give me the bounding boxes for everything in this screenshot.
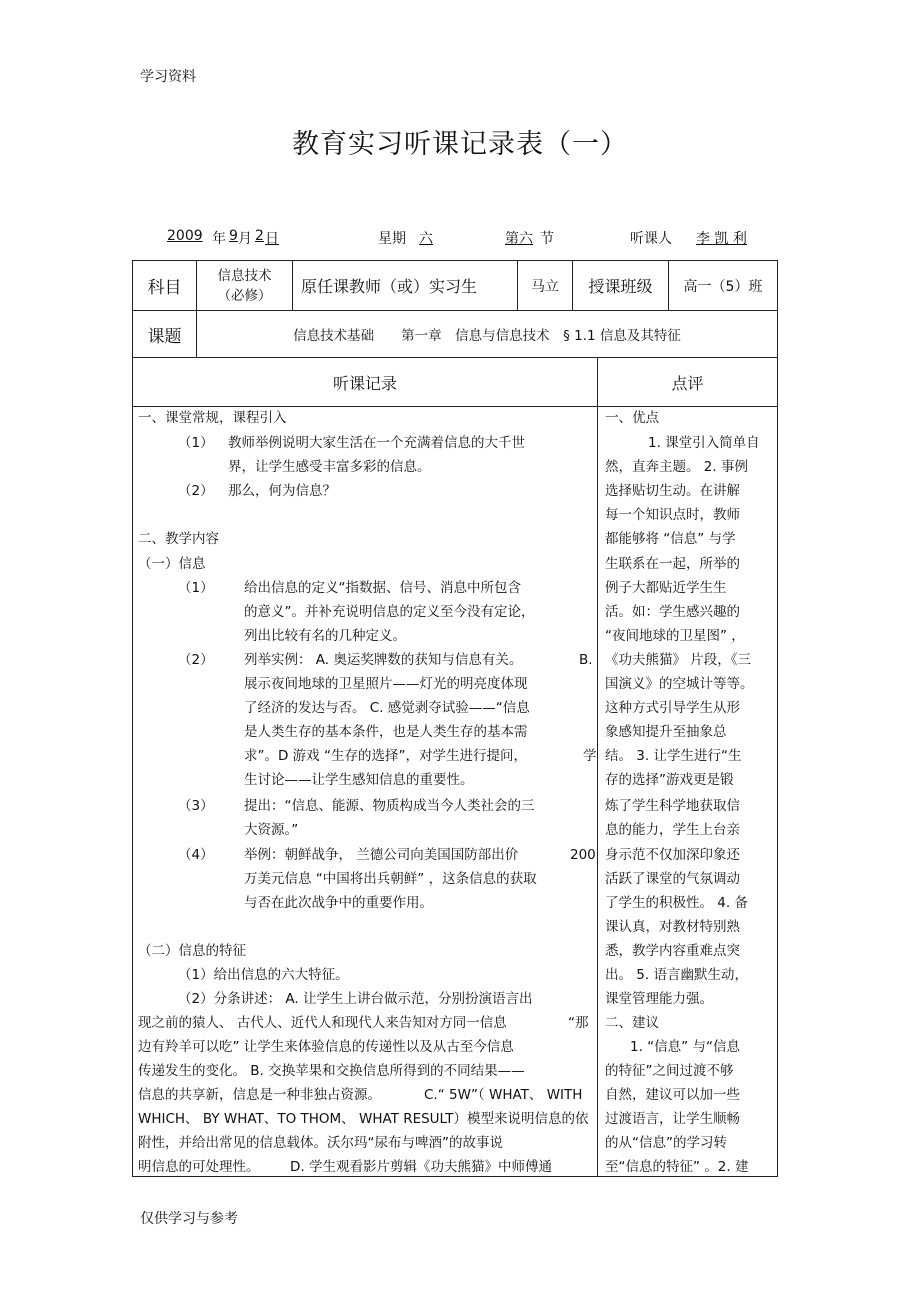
class-label: 授课班级	[588, 277, 653, 296]
record-line: 提出：“信息、能源、物质构成当今人类社会的三	[244, 798, 535, 814]
review-line: 课堂管理能力强。	[605, 991, 713, 1007]
meta-day: 2	[255, 228, 264, 244]
record-line: 大资源。”	[244, 822, 299, 838]
review-line: 然，直奔主题。 2. 事例	[605, 459, 748, 475]
teacher-label: 原任课教师（或）实习生	[301, 277, 478, 296]
review-line: 这种方式引导学生从形	[605, 700, 740, 716]
record-line: 给出信息的定义“指数据、信号、消息中所包含	[244, 580, 521, 596]
record-line: 展示夜间地球的卫星照片——灯光的明亮度体现	[244, 676, 528, 692]
review-line: 的特征”之间过渡不够	[605, 1063, 734, 1079]
record-line: （1）	[178, 435, 214, 451]
record-line: （4）	[178, 847, 214, 863]
review-line: 身示范不仅加深印象还	[605, 847, 740, 863]
meta-year: 2009	[167, 228, 203, 244]
class-value: 高一（5）班	[683, 278, 763, 295]
review-line: 自然，建议可以加一些	[605, 1087, 740, 1103]
record-line: 的意义”。并补充说明信息的定义至今没有定论，	[244, 604, 535, 620]
meta-day-suffix: 日	[265, 231, 279, 247]
table-border-bottom	[132, 1176, 778, 1177]
review-line: 1. 课堂引入简单自	[648, 435, 760, 451]
page-footer: 仅供学习与参考	[140, 1211, 238, 1227]
record-line: “那	[568, 1015, 589, 1031]
record-line: 那么，何为信息？	[228, 483, 336, 499]
meta-period-suffix: 节	[540, 231, 554, 247]
record-line: 是人类生存的基本条件，也是人类生存的基本需	[244, 724, 528, 740]
subject-label: 科目	[147, 278, 182, 298]
record-line: （2）	[178, 483, 214, 499]
review-line: 生联系在一起，所举的	[605, 556, 740, 572]
meta-observer-label: 听课人	[630, 231, 672, 247]
record-line: 二、教学内容	[138, 531, 219, 547]
record-line: 200	[570, 847, 596, 863]
record-line: 明信息的可处理性。	[138, 1159, 260, 1175]
review-line: 存的选择”游戏更是锻	[605, 772, 734, 788]
review-line: 的从“信息”的学习转	[605, 1135, 727, 1151]
record-line: 了经济的发达与否。 C. 感觉剥夺试验——“信息	[244, 700, 530, 716]
review-line: “夜间地球的卫星图” ，	[605, 628, 745, 644]
review-line: 选择贴切生动。在讲解	[605, 483, 740, 499]
meta-weekday-label: 星期	[378, 231, 406, 247]
subject-value-line1: 信息技术	[217, 267, 272, 284]
record-line: 求”。D 游戏 “生存的选择”，对学生进行提问，	[244, 748, 527, 764]
table-border-right	[777, 260, 778, 1176]
record-line: 边有羚羊可以吃” 让学生来体验信息的传递性以及从古至今信息	[138, 1039, 514, 1055]
review-line: 一、优点	[605, 410, 659, 426]
teacher-value: 马立	[531, 278, 559, 295]
meta-month: 9	[229, 228, 238, 244]
meta-weekday: 六	[419, 231, 433, 247]
record-line: 与否在此次战争中的重要作用。	[244, 895, 433, 911]
review-line: 国演义》的空城计等等。	[605, 676, 754, 692]
meta-period: 第六	[505, 231, 533, 247]
record-line: 一、课堂常规，课程引入	[138, 410, 287, 426]
record-line: 信息的共享新，信息是一种非独占资源。	[138, 1087, 381, 1103]
review-line: 1. “信息” 与“信息	[630, 1039, 740, 1055]
table-rule	[132, 406, 778, 407]
review-line: 了学生的积极性。 4. 备	[605, 895, 748, 911]
review-line: 课认真，对教材特别熟	[605, 919, 740, 935]
record-line: 生讨论——让学生感知信息的重要性。	[244, 772, 474, 788]
review-line: 活。如：学生感兴趣的	[605, 604, 740, 620]
record-line: B.	[579, 652, 593, 668]
record-line: 现之前的猿人、 古代人、近代人和现代人来告知对方同一信息	[138, 1015, 507, 1031]
review-line: 例子大都贴近学生生	[605, 580, 727, 596]
review-line: 《功夫熊猫》 片段，《三	[605, 652, 752, 668]
page-header: 学习资料	[140, 69, 196, 85]
record-line: 万美元信息 “中国将出兵朝鲜” ，这条信息的获取	[244, 871, 537, 887]
subject-value-line2: （必修）	[217, 287, 272, 304]
review-line: 息的能力，学生上台亲	[605, 822, 740, 838]
record-header: 听课记录	[332, 373, 397, 393]
record-line: （2）	[178, 652, 214, 668]
record-line: 教师举例说明大家生活在一个充满着信息的大千世	[228, 435, 525, 451]
table-rule	[597, 357, 598, 1176]
meta-month-suffix: 月	[238, 231, 252, 247]
review-line: 至“信息的特征” 。2. 建	[605, 1159, 749, 1175]
review-header: 点评	[671, 373, 704, 393]
record-line: C.“ 5W”（ WHAT、 WITH	[424, 1087, 583, 1103]
record-line: 列出比较有名的几种定义。	[244, 628, 406, 644]
review-line: 炼了学生科学地获取信	[605, 798, 740, 814]
meta-year-suffix: 年	[212, 231, 226, 247]
record-line: 界，让学生感受丰富多彩的信息。	[228, 459, 431, 475]
record-line: WHICH、 BY WHAT、TO THOM、 WHAT RESULT）模型来说明信息的依	[138, 1111, 589, 1127]
record-line: （一）信息	[138, 556, 206, 572]
record-line: 学	[583, 748, 597, 764]
record-line: （1）	[178, 580, 214, 596]
meta-observer: 李 凯 利	[696, 231, 747, 247]
record-line: 举例：朝鲜战争， 兰德公司向美国国防部出价	[244, 847, 519, 863]
review-line: 象感知提升至抽象总	[605, 724, 727, 740]
page-title: 教育实习听课记录表（一）	[292, 129, 628, 160]
review-line: 过渡语言，让学生顺畅	[605, 1111, 740, 1127]
review-line: 出。 5. 语言幽默生动，	[605, 967, 748, 983]
subject-value	[197, 261, 292, 310]
review-line: 活跃了课堂的气氛调动	[605, 871, 740, 887]
topic-value: 信息技术基础 第一章 信息与信息技术 § 1.1 信息及其特征	[293, 328, 681, 344]
review-line: 都能够将 “信息” 与学	[605, 531, 736, 547]
record-line: （1）给出信息的六大特征。	[178, 967, 349, 983]
review-line: 悉，教学内容重难点突	[605, 943, 740, 959]
record-line: （2）分条讲述： A. 让学生上讲台做示范，分别扮演语言出	[178, 991, 533, 1007]
record-line: （二）信息的特征	[138, 943, 246, 959]
record-line: （3）	[178, 798, 214, 814]
record-line: 列举实例： A. 奥运奖牌数的获知与信息有关。	[244, 652, 523, 668]
review-line: 二、建议	[605, 1015, 659, 1031]
topic-label: 课题	[147, 326, 182, 347]
review-line: 每一个知识点时，教师	[605, 507, 740, 523]
review-line: 结。 3. 让学生进行“生	[605, 748, 742, 764]
record-line: D. 学生观看影片剪辑《功夫熊猫》中师傅通	[290, 1159, 552, 1175]
record-line: 传递发生的变化。 B. 交换苹果和交换信息所得到的不同结果——	[138, 1063, 525, 1079]
record-line: 附性，并给出常见的信息载体。沃尔玛“尿布与啤酒”的故事说	[138, 1135, 503, 1151]
